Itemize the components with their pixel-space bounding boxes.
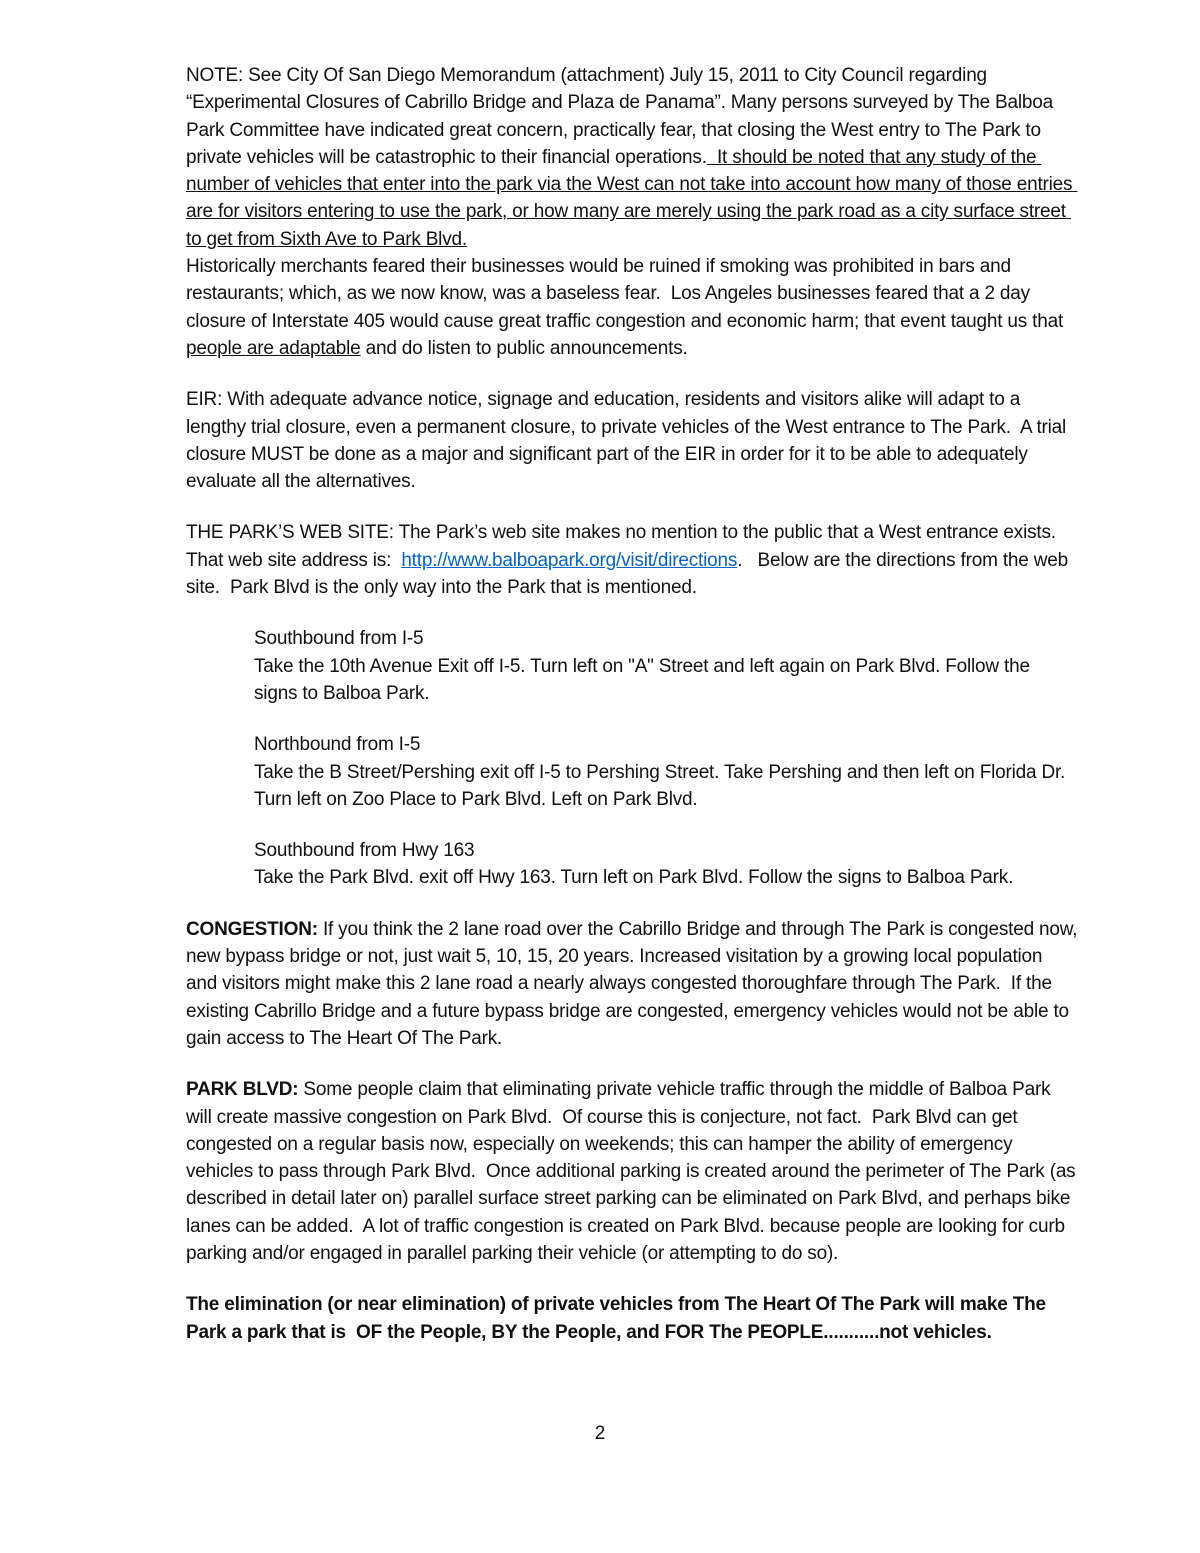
- congestion-text: If you think the 2 lane road over the Cabrillo Bridge and through The Park is congested now, new bypass bridge or not, just wait 5, 10, 15, 20 years. Increased visitation by a growing local population and visitors might make this 2 lane road a nearly always congested thoroughfare through The Park. If the existing Cabrillo Bridge and a future bypass bridge are congested, emergency vehicles would not be able to gain access to The Heart Of The Park.: [186, 918, 1083, 1049]
- congestion-label: CONGESTION:: [186, 918, 318, 940]
- page-number: 2: [594, 1423, 606, 1444]
- paragraph-congestion: [186, 916, 1083, 1052]
- historical-text-1: Historically merchants feared their businesses would be ruined if smoking was prohibited in bars and restaurants; which, as we now know, was a baseless fear. Los Angeles businesses feared that a 2 day closure of Interstate 405 would cause great traffic congestion and economic harm; that event taught us that: [186, 256, 1069, 332]
- directions-southbound-i5: [254, 625, 1078, 707]
- eir-text: EIR: With adequate advance notice, signage and education, residents and visitors alike will adapt to a lengthy trial closure, even a permanent closure, to private vehicles of the West entrance to The Park. A trial closure MUST be done as a major and significant part of the EIR in order for it to be able to adequately evaluate all the alternatives.: [186, 389, 1072, 493]
- note-text: NOTE: See City Of San Diego Memorandum (attachment) July 15, 2011 to City Council regarding “Experimental Closures of Cabrillo Bridge and Plaza de Panama”. Many persons surveyed by The Balboa Park Committee have indicated great concern, practically fear, that closing the West entry to The Park to private vehicles will be catastrophic to their financial operations.: [186, 65, 1059, 168]
- directions-heading: Northbound from I-5: [254, 734, 421, 756]
- directions-heading: Southbound from Hwy 163: [254, 840, 475, 862]
- paragraph-eir: [186, 386, 1078, 495]
- directions-body: Take the Park Blvd. exit off Hwy 163. Turn left on Park Blvd. Follow the signs to Balboa Park.: [254, 867, 1014, 889]
- historical-underlined-text: people are adaptable: [186, 337, 361, 359]
- park-blvd-label: PARK BLVD:: [186, 1079, 299, 1101]
- balboapark-directions-link[interactable]: http://www.balboapark.org/visit/directions: [401, 549, 738, 571]
- document-body: [186, 62, 1083, 1346]
- directions-body: Take the B Street/Pershing exit off I-5 to Pershing Street. Take Pershing and then left on Florida Dr. Turn left on Zoo Place to Park Blvd. Left on Park Blvd.: [254, 761, 1070, 810]
- directions-heading: Southbound from I-5: [254, 628, 424, 650]
- website-text-1: THE PARK’S WEB SITE: The Park’s web site makes no mention to the public that a West entrance exists. That web site address is:: [186, 522, 1061, 571]
- directions-northbound-i5: [254, 731, 1078, 813]
- website-text-2: . Below are the directions from the web site. Park Blvd is the only way into the Park that is mentioned.: [186, 549, 1074, 599]
- paragraph-note: [186, 62, 1078, 253]
- directions-body: Take the 10th Avenue Exit off I-5. Turn left on "A" Street and left again on Park Blvd. Follow the signs to Balboa Park.: [254, 655, 1035, 704]
- note-underlined-text: It should be noted that any study of the number of vehicles that enter into the park via the West can not take into account how many of those entries are for visitors entering to use the park, or how many are merely using the park road as a city surface street to get from Sixth Ave to Park Blvd.: [186, 146, 1078, 250]
- closing-text: The elimination (or near elimination) of private vehicles from The Heart Of The Park will make The Park a park that is OF the People, BY the People, and FOR The PEOPLE...........not vehicles.: [186, 1294, 1051, 1343]
- directions-southbound-hwy163: [254, 837, 1078, 892]
- paragraph-website: [186, 519, 1078, 601]
- historical-text-2: and do listen to public announcements.: [360, 337, 688, 359]
- paragraph-park-blvd: [186, 1076, 1081, 1267]
- paragraph-closing: [186, 1291, 1078, 1346]
- park-blvd-text: Some people claim that eliminating private vehicle traffic through the middle of Balboa Park will create massive congestion on Park Blvd. Of course this is conjecture, not fact. Park Blvd can get congested on a regular basis now, especially on weekends; this can hamper the ability of emergency vehicles to pass through Park Blvd. Once additional parking is created around the perimeter of The Park (as described in detail later on) parallel surface street parking can be eliminated on Park Blvd, and perhaps bike lanes can be added. A lot of traffic congestion is created on Park Blvd. because people are looking for curb parking and/or engaged in parallel parking their vehicle (or attempting to do so).: [186, 1079, 1081, 1264]
- paragraph-historical: [186, 253, 1078, 362]
